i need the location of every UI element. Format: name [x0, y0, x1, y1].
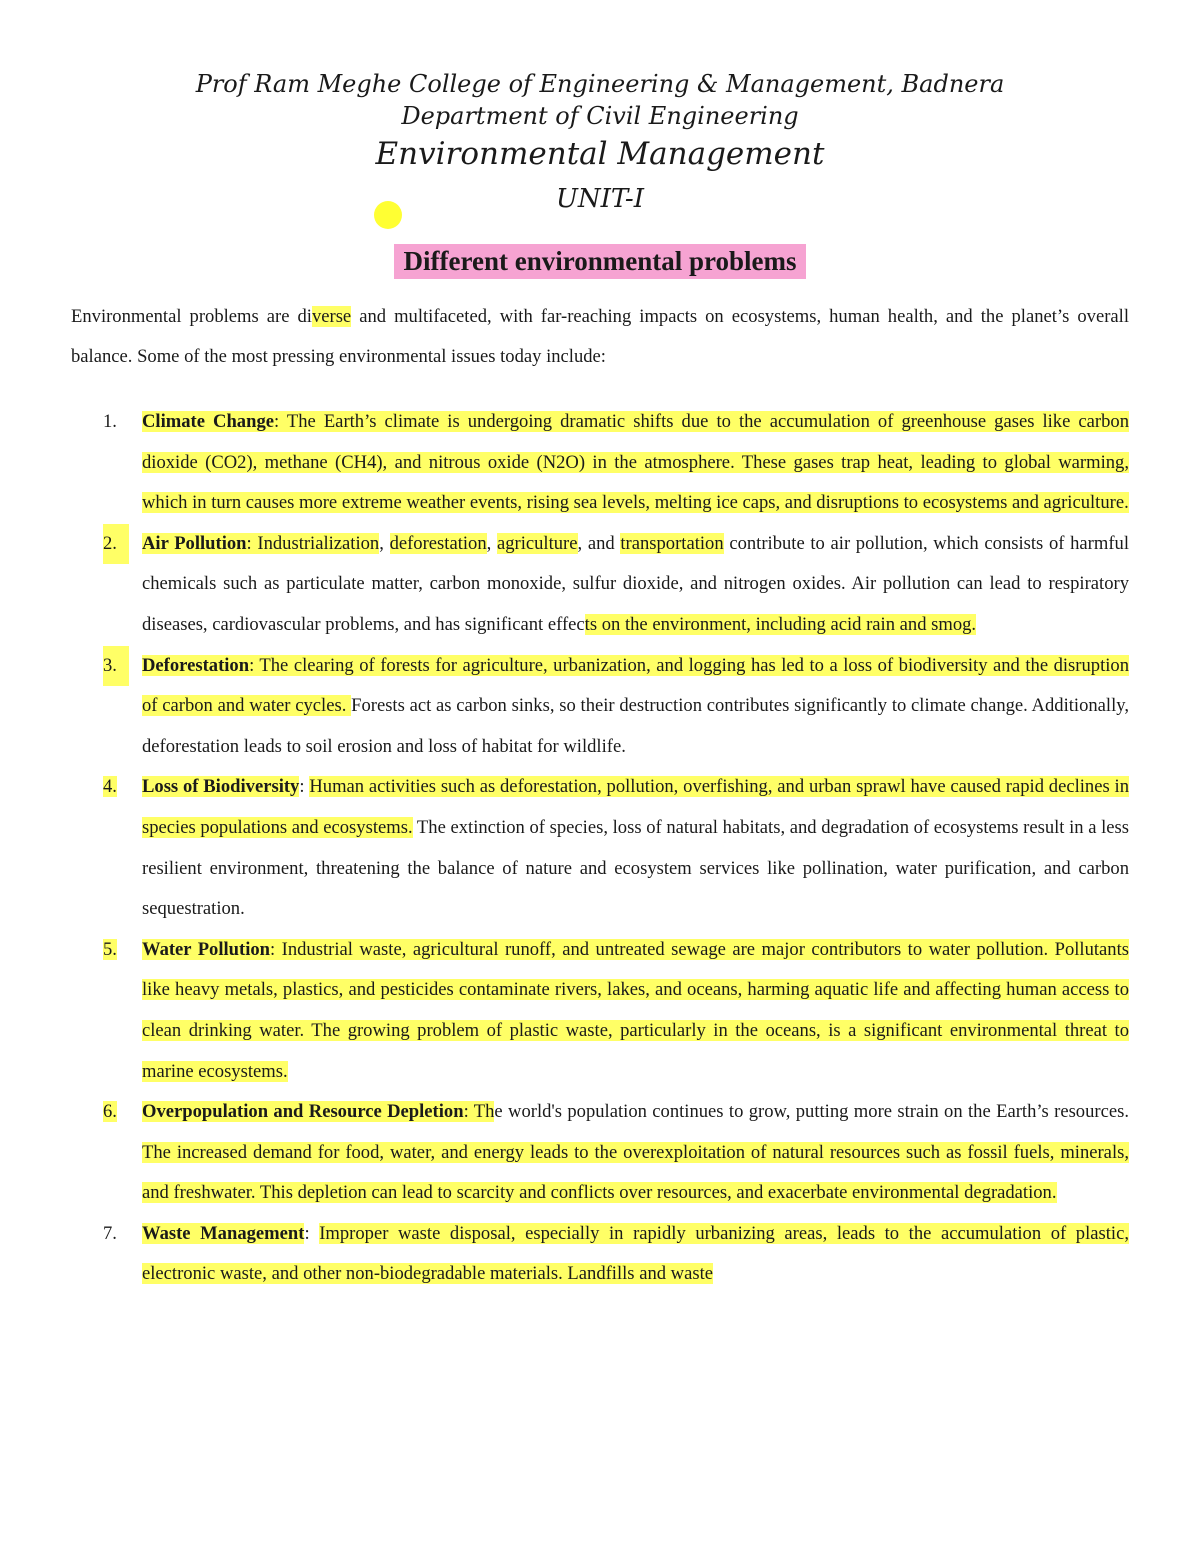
list-item: 7. Waste Management: Improper waste disposal, especially in rapidly urbanizing areas, leads to the accumulation of plastic, electronic waste, and other non-biodegradable materials. Landfills and waste [142, 1214, 1129, 1295]
item-number: 1. [103, 411, 117, 432]
list-item: 3. Deforestation: The clearing of forests for agriculture, urbanization, and logging has led to a loss of biodiversity and the disruption of carbon and water cycles. Forests act as carbon sinks, so their destruction contributes significantly to climate change. Additionally, deforestation leads to soil erosion and loss of habitat for wildlife. [142, 646, 1129, 768]
list-item: 6. Overpopulation and Resource Depletion: The world's population continues to grow, putting more strain on the Earth’s resources. The increased demand for food, water, and energy leads to the overexploitation of natural resources such as fossil fuels, minerals, and freshwater. This depletion can lead to scarcity and conflicts over resources, and exacerbate environmental degradation. [142, 1092, 1129, 1214]
item-number: 5. [103, 938, 117, 960]
college-name: Prof Ram Meghe College of Engineering & Management, Badnera [195, 70, 1005, 98]
item-title: Overpopulation and Resource Depletion [142, 1101, 464, 1123]
subject-title: Environmental Management [375, 136, 825, 172]
section-title-text: Different environmental problems [394, 244, 807, 279]
list-item: 5. Water Pollution: Industrial waste, agricultural runoff, and untreated sewage are major contributors to water pollution. Pollutants like heavy metals, plastics, and pesticides contaminate rivers, lakes, and oceans, harming aquatic life and affecting human access to clean drinking water. The growing problem of plastic waste, particularly in the oceans, is a significant environmental threat to marine ecosystems. [142, 930, 1129, 1092]
section-title [0, 246, 1200, 277]
item-number: 2. [103, 524, 129, 565]
unit-label: UNIT-I [556, 184, 644, 214]
item-title: Water Pollution [142, 938, 271, 960]
item-title: Climate Change [142, 411, 274, 432]
item-number: 4. [103, 776, 117, 798]
item-number: 6. [103, 1101, 117, 1123]
list-item: 4. Loss of Biodiversity: Human activities such as deforestation, pollution, overfishing, and urban sprawl have caused rapid declines in species populations and ecosystems. The extinction of species, loss of natural habitats, and degradation of ecosystems result in a less resilient environment, threatening the balance of nature and ecosystem services like pollination, water purification, and carbon sequestration. [142, 767, 1129, 929]
item-title: Deforestation [142, 654, 250, 676]
item-number: 7. [103, 1222, 117, 1244]
item-title: Loss of Biodiversity [142, 776, 300, 798]
list-item: 2. Air Pollution: Industrialization, deforestation, agriculture, and transportation contribute to air pollution, which consists of harmful chemicals such as particulate matter, carbon monoxide, sulfur dioxide, and nitrogen oxides. Air pollution can lead to respiratory diseases, cardiovascular problems, and has significant effects on the environment, including acid rain and smog. [142, 524, 1129, 646]
problem-list [103, 402, 1130, 1295]
highlight-dot [374, 201, 402, 229]
item-title: Waste Management [142, 1222, 305, 1244]
list-item: 1. Climate Change: The Earth’s climate is undergoing dramatic shifts due to the accumulation of greenhouse gases like carbon dioxide (CO2), methane (CH4), and nitrous oxide (N2O) in the atmosphere. These gases trap heat, leading to global warming, which in turn causes more extreme weather events, rising sea levels, melting ice caps, and disruptions to ecosystems and agriculture. [142, 402, 1129, 524]
intro-paragraph: Environmental problems are diverse and multifaceted, with far-reaching impacts on ecosystems, human health, and the planet’s overall balance. Some of the most pressing environmental issues today include: [71, 306, 1129, 367]
department-name: Department of Civil Engineering [401, 102, 799, 130]
item-number: 3. [103, 646, 129, 687]
item-title: Air Pollution [142, 532, 247, 554]
